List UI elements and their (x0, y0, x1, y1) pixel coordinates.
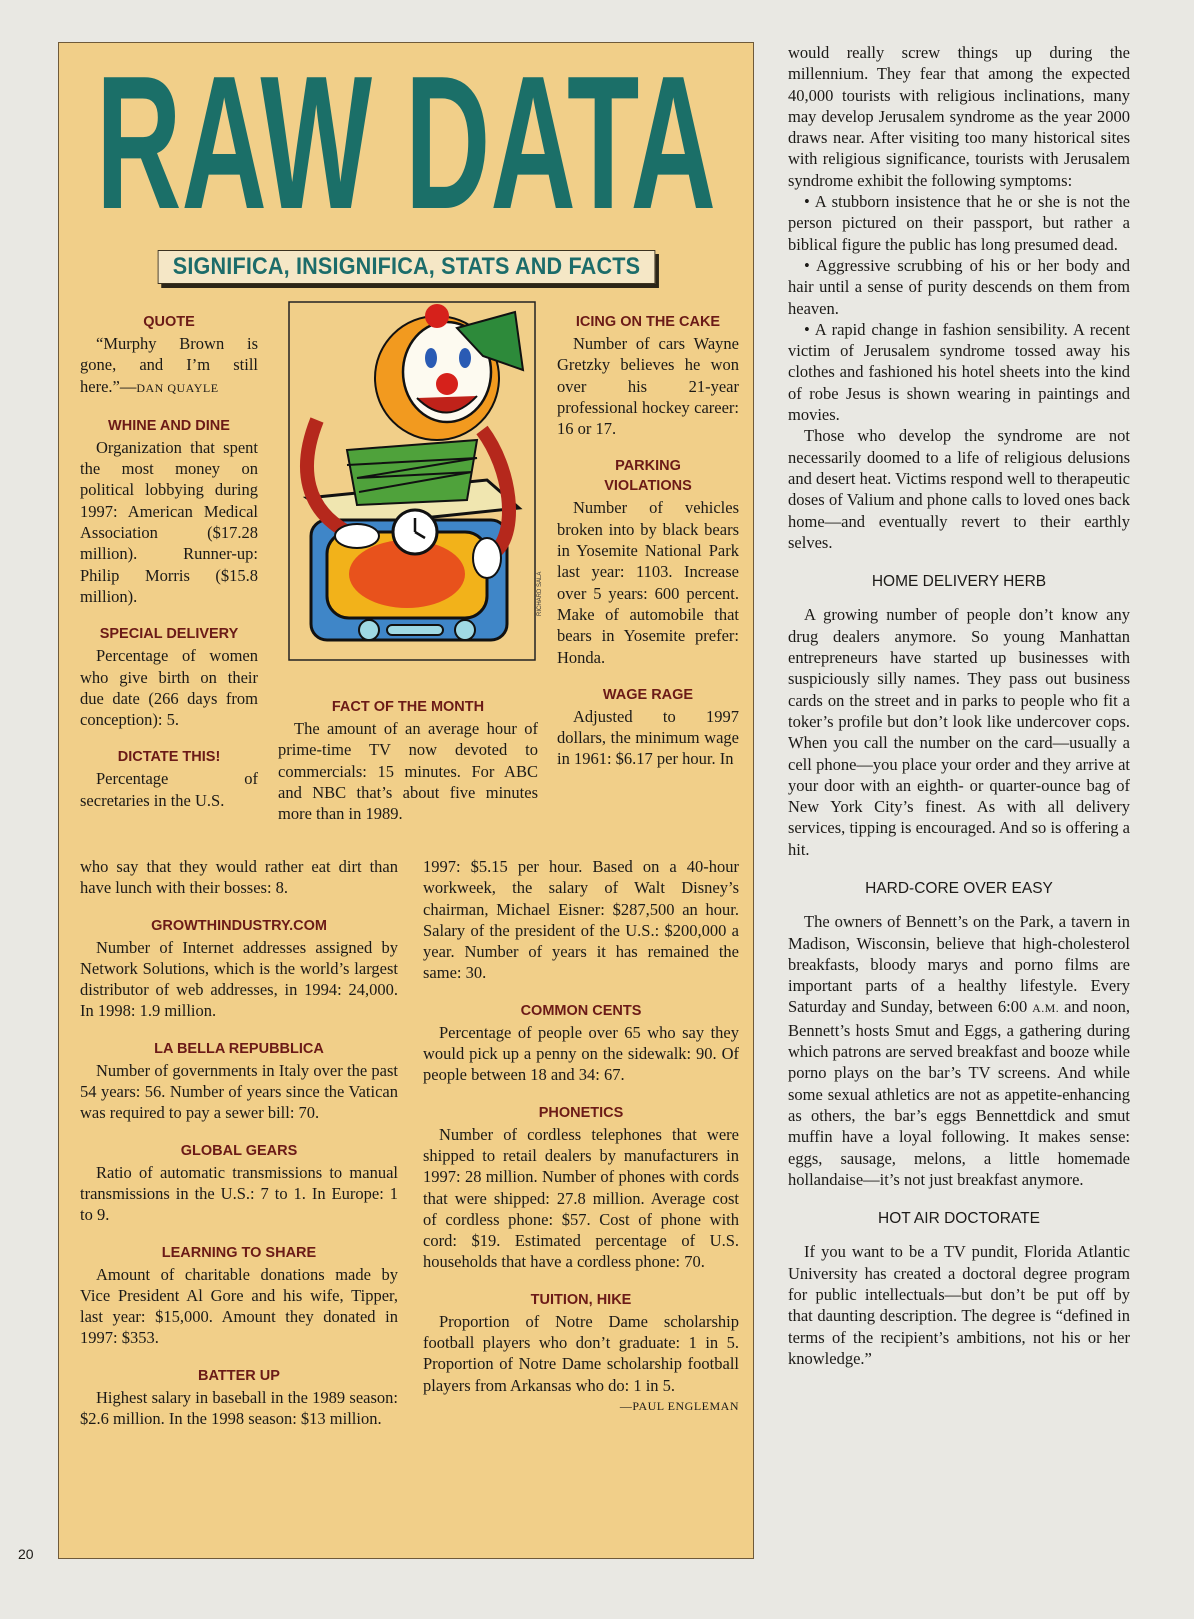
section-body: A growing number of people don’t know any drug dealers anymore. So young Manhattan entrepreneurs have started up businesses with suspiciously silly names. They pass out business cards on the street and in parks to people who fit a toker’s profile but don’t look like undercover cops. When you call the number on the card—usually a cell phone—you place your order and they arrive at your door with an eighth- or quarter-ounce bag of New York City’s finest. As with all delivery services, tipping is encouraged. And so is offering a hit. (788, 605, 1130, 859)
item-parking-violations (557, 456, 739, 667)
item-tuition-hike (423, 1290, 739, 1417)
column-middle-top (557, 312, 739, 770)
item-icing-on-the-cake (557, 312, 739, 439)
page-number: 20 (18, 1546, 34, 1562)
item-phonetics (423, 1103, 739, 1273)
item-body: Amount of charitable donations made by Vice President Al Gore and his wife, Tipper, last year: $15,000. Amount they donated in 1997: $353. (80, 1264, 398, 1348)
item-fact-of-the-month (278, 697, 538, 824)
section-body-text: and noon, Bennett’s hosts Smut and Eggs, a gathering during which patrons are served breakfast and booze while porno plays on the bar’s TV screens. And while some sexual athletics are not as appetite-enhancing as others, the bar’s eggs Bennettdick and smut muffin have a loyal following. It makes sense: eggs, sausage, melons, a little homemade hollandaise—it’s not just breakfast anymore. (788, 997, 1130, 1189)
masthead (58, 66, 754, 216)
item-heading: COMMON CENTS (520, 1002, 642, 1019)
item-heading: ICING ON THE CAKE (575, 314, 721, 330)
item-body: The amount of an average hour of prime-time TV now devoted to commercials: 15 minutes. For ABC and NBC that’s about five minutes more than in 1989. (278, 719, 538, 824)
item-heading: LEARNING TO SHARE (161, 1244, 317, 1261)
item-dictate-this-continued (80, 856, 398, 899)
item-body: Percentage of people over 65 who say they would pick up a penny on the sidewalk: 90. Of people between 18 and 34: 67. (423, 1022, 739, 1085)
article-credit: —PAUL ENGLEMAN (619, 1398, 739, 1413)
item-wage-rage (557, 685, 739, 770)
illustration-credit: RICHARD SALA (537, 571, 543, 616)
jerusalem-syndrome-conclusion: Those who develop the syndrome are not necessarily doomed to a life of religious delusions and desert heat. Victims respond well to therapeutic doses of Valium and phone calls to loved ones back home—and eventually revert to their earthly selves. (788, 426, 1130, 552)
item-heading: DICTATE THIS! (117, 749, 221, 766)
symptom-bullet: • A rapid change in fashion sensibility. A recent victim of Jerusalem syndrome tossed away his clothes and fashioned his hotel sheets into the kind of robe Jesus is shown wearing in paintings and movies. (788, 319, 1130, 425)
item-body: Highest salary in baseball in the 1989 season: $2.6 million. In the 1998 season: $13 million. (80, 1387, 398, 1429)
item-wage-rage-continued (423, 856, 739, 984)
column-middle-bottom (423, 856, 739, 1434)
masthead-title (58, 66, 754, 216)
item-body: Number of cars Wayne Gretzky believes he won over his 21-year professional hockey career: 16 or 17. (557, 334, 739, 439)
item-heading: PARKING VIOLATIONS (604, 458, 692, 495)
item-dictate-this (80, 747, 258, 811)
column-left-bottom (80, 856, 398, 1446)
item-body: Ratio of automatic transmissions to manual transmissions in the U.S.: 7 to 1. In Europe: 1 to 9. (80, 1162, 398, 1225)
item-growthindustry (80, 916, 398, 1022)
item-special-delivery (80, 624, 258, 730)
masthead-subtitle: SIGNIFICA, INSIGNIFICA, STATS AND FACTS (158, 250, 656, 284)
symptom-bullet: • A stubborn insistence that he or she is not the person pictured on their passport, but rather a biblical figure the public has long presumed dead. (788, 192, 1130, 254)
section-body-text: The owners of Bennett’s on the Park, a tavern in Madison, Wisconsin, believe that high-cholesterol breakfasts, bloody marys and porno films are important parts of a healthy lifestyle. Every Saturday and Sunday, between 6:00 (788, 912, 1130, 1017)
item-heading: GROWTHINDUSTRY.COM (151, 917, 327, 934)
item-heading: FACT OF THE MONTH (331, 699, 485, 715)
item-heading: LA BELLA REPUBBLICA (154, 1040, 324, 1057)
column-left-top (80, 312, 258, 811)
item-body: Percentage of women who give birth on their due date (266 days from conception): 5. (80, 646, 258, 730)
item-heading: QUOTE (143, 314, 195, 330)
section-heading: HOT AIR DOCTORATE (878, 1210, 1040, 1228)
item-learning-to-share (80, 1243, 398, 1349)
item-heading: GLOBAL GEARS (180, 1142, 298, 1159)
item-body: Organization that spent the most money on political lobbying during 1997: American Medical Association ($17.28 million). Runner-up: Philip Morris ($15.8 million). (80, 437, 258, 606)
masthead-title-text: RAW DATA (96, 66, 716, 216)
item-quote (80, 312, 258, 399)
item-heading: BATTER UP (198, 1367, 280, 1384)
symptom-bullet: • Aggressive scrubbing of his or her body and hair until a sense of purity descends on them from heaven. (788, 255, 1130, 318)
item-heading: TUITION, HIKE (530, 1291, 632, 1308)
item-la-bella-repubblica (80, 1039, 398, 1124)
item-heading: SPECIAL DELIVERY (99, 626, 239, 643)
item-body: Proportion of Notre Dame scholarship football players who don’t graduate: 1 in 5. Proportion of Notre Dame scholarship football players from Arkansas who do: 1 in 5. (423, 1311, 739, 1395)
item-body: Number of governments in Italy over the past 54 years: 56. Number of years since the Vatican was required to pay a sewer bill: 70. (80, 1060, 398, 1123)
item-body: 1997: $5.15 per hour. Based on a 40-hour workweek, the salary of Walt Disney’s chairman, Michael Eisner: $287,500 an hour. Salary of the president of the U.S.: $200,000 a year. Number of years it has remained the same: 30. (423, 857, 739, 983)
jack-in-the-box-clown-illustration (287, 300, 537, 662)
item-body: Number of cordless telephones that were shipped to retail dealers by manufacturers in 1997: 28 million. Number of phones with cords that were shipped: 27.8 million. Average cost of cordless phone: $57. Cost of phone with cord: $19. Estimated percentage of U.S. households that have a cordless phone: 70. (423, 1124, 739, 1272)
item-body (80, 333, 258, 399)
item-body: Percentage of secretaries in the U.S. (80, 769, 258, 810)
item-body: Number of vehicles broken into by black bears in Yosemite National Park last year: 1103. Increase over 5 years: 600 percent. Make of automobile that bears in Yosemite prefer: Honda. (557, 498, 739, 667)
jerusalem-syndrome-intro: would really screw things up during the millennium. They fear that among the expected 40,000 tourists with religious inclinations, many may develop Jerusalem syndrome as the year 2000 draws near. After visiting too many historical sites with religious significance, tourists with Jerusalem syndrome exhibit the following symptoms: (788, 43, 1130, 190)
item-body: Number of Internet addresses assigned by Network Solutions, which is the world’s largest distributor of web addresses, in 1994: 24,000. In 1998: 1.9 million. (80, 937, 398, 1021)
item-body: Adjusted to 1997 dollars, the minimum wage in 1961: $6.17 per hour. In (557, 706, 739, 769)
section-body: If you want to be a TV pundit, Florida Atlantic University has created a doctoral degree program for public intellectuals—but don’t be put off by that daunting description. The degree is “defined in terms of the recipient’s ambitions, not his or her knowledge.” (788, 1242, 1130, 1368)
quote-credit: DAN QUAYLE (136, 380, 219, 395)
item-body: who say that they would rather eat dirt than have lunch with their bosses: 8. (80, 857, 398, 898)
item-whine-and-dine (80, 416, 258, 607)
item-global-gears (80, 1141, 398, 1226)
item-heading: WAGE RAGE (602, 686, 694, 703)
time-abbrev: A.M. (1032, 1001, 1060, 1016)
quote-text: “Murphy Brown is gone, and I’m still here.”— (80, 334, 258, 396)
item-heading: WHINE AND DINE (108, 417, 230, 434)
section-body (788, 911, 1130, 1190)
column-right (788, 42, 1130, 1369)
section-heading: HARD-CORE OVER EASY (865, 879, 1053, 897)
item-common-cents (423, 1001, 739, 1086)
section-heading: HOME DELIVERY HERB (871, 573, 1047, 591)
item-heading: PHONETICS (538, 1104, 624, 1121)
item-batter-up (80, 1366, 398, 1430)
